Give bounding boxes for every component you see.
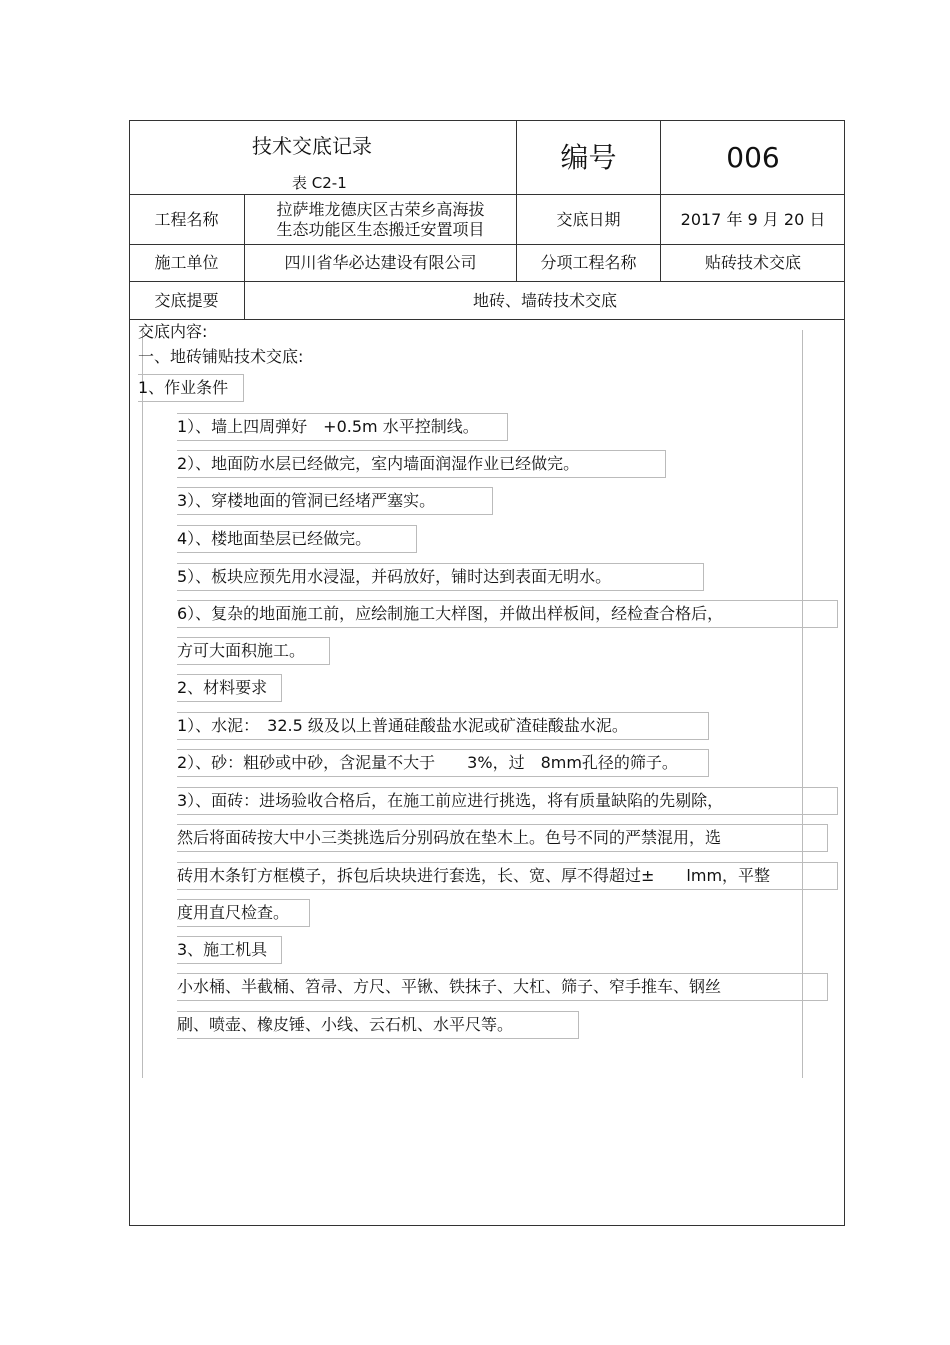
list-item: 2）、地面防水层已经做完，室内墙面润湿作业已经做完。 — [177, 450, 666, 478]
project-value-line2: 生态功能区生态搬迁安置项目 — [276, 219, 485, 239]
date-label: 交底日期 — [556, 209, 621, 229]
subitem-label: 分项工程名称 — [540, 253, 637, 272]
number-label: 编号 — [560, 140, 617, 174]
document-title: 技术交底记录 — [252, 134, 372, 158]
unit-value: 四川省华必达建设有限公司 — [284, 253, 477, 272]
list-item: 1）、墙上四周弹好 +0.5m 水平控制线。 — [177, 413, 508, 441]
project-value — [245, 195, 516, 244]
faint-guide-line — [142, 330, 143, 1078]
list-item: 2）、砂：粗砂或中砂，含泥量不大于 3%，过 8mm孔径的筛子。 — [177, 749, 709, 777]
list-item: 然后将面砖按大中小三类挑选后分别码放在垫木上。色号不同的严禁混用，选 — [177, 824, 828, 852]
faint-guide-line — [802, 330, 803, 1078]
project-label: 工程名称 — [154, 209, 219, 229]
project-value-line1: 拉萨堆龙德庆区古荣乡高海拔 — [276, 199, 485, 219]
list-item: 砖用木条钉方框模子，拆包后块块进行套选，长、宽、厚不得超过± lmm，平整 — [177, 862, 838, 890]
unit-label: 施工单位 — [154, 253, 219, 272]
list-item: 4）、楼地面垫层已经做完。 — [177, 525, 417, 553]
subsection-heading: 2、材料要求 — [177, 674, 282, 702]
list-item: 度用直尺检查。 — [177, 899, 310, 927]
subitem-value: 贴砖技术交底 — [704, 253, 801, 272]
row-divider — [129, 319, 845, 320]
subsection-heading: 1、作业条件 — [138, 374, 244, 402]
summary-label: 交底提要 — [154, 290, 219, 310]
number-value: 006 — [726, 140, 780, 174]
list-item: 5）、板块应预先用水浸湿，并码放好，铺时达到表面无明水。 — [177, 563, 704, 591]
list-item: 1）、水泥： 32.5 级及以上普通硅酸盐水泥或矿渣硅酸盐水泥。 — [177, 712, 709, 740]
subsection-heading: 3、施工机具 — [177, 936, 282, 964]
list-item: 6）、复杂的地面施工前，应绘制施工大样图，并做出样板间，经检查合格后， — [177, 600, 838, 628]
list-item: 3）、面砖：进场验收合格后，在施工前应进行挑选，将有质量缺陷的先剔除， — [177, 787, 838, 815]
list-item: 小水桶、半截桶、笤帚、方尺、平锹、铁抹子、大杠、筛子、窄手推车、钢丝 — [177, 973, 828, 1001]
form-number: 表 C2-1 — [292, 174, 347, 192]
summary-value: 地砖、墙砖技术交底 — [472, 290, 617, 310]
date-value: 2017 年 9 月 20 日 — [680, 209, 826, 229]
content-heading: 交底内容: — [138, 322, 208, 341]
section-heading: 一、地砖铺贴技术交底: — [138, 347, 304, 366]
list-item: 方可大面积施工。 — [177, 637, 330, 665]
list-item: 3）、穿楼地面的管洞已经堵严塞实。 — [177, 487, 493, 515]
list-item: 刷、喷壶、橡皮锤、小线、云石机、水平尺等。 — [177, 1011, 579, 1039]
